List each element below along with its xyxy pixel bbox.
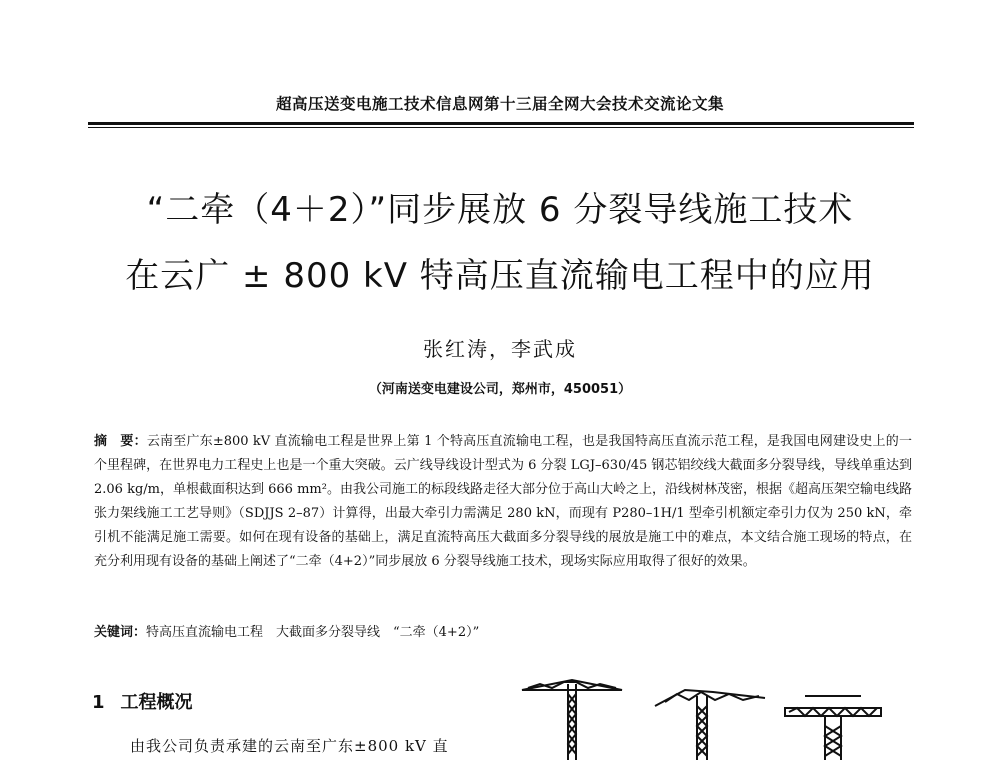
section-title: 工程概况 — [120, 692, 193, 713]
title-line-2: 在云广 ± 800 kV 特高压直流输电工程中的应用 — [125, 256, 875, 296]
header-rule-thick — [88, 122, 914, 125]
keywords-label: 关键词： — [94, 625, 147, 640]
affiliation: （河南送变电建设公司，郑州市，450051） — [368, 382, 632, 397]
authors: 张红涛，李武成 — [423, 337, 577, 361]
tower-icon — [655, 690, 765, 760]
title-line-1: “二牵（4＋2）”同步展放 6 分裂导线施工技术 — [146, 190, 854, 230]
abstract — [94, 430, 912, 574]
section-number: 1 — [92, 692, 105, 713]
journal-header: 超高压送变电施工技术信息网第十三届全网大会技术交流论文集 — [275, 95, 724, 113]
abstract-text: 云南至广东±800 kV 直流输电工程是世界上第 1 个特高压直流输电工程，也是我国特高压直流示范工程，是我国电网建设史上的一个里程碑，在世界电力工程史上也是一个重大突破。云广线导线设计型式为 6 分裂 LGJ–630/45 钢芯铝绞线大截面多分裂导线，导线单重达到 2.06 kg/m，单根截面积达到 666 mm²。由我公司施工的标段线路走径大部分位于高山大岭之上，沿线树林茂密，根据《超高压架空输电线路张力架线施工工艺导则》（SDJJS 2–87）计算得，出最大牵引力需满足 280 kN，而现有 P280–1H/1 型牵引机额定牵引力仅为 250 kN，牵引机不能满足施工需要。如何在现有设备的基础上，满足直流特高压大截面多分裂导线的展放是施工中的难点，本文结合施工现场的特点，在充分利用现有设备的基础上阐述了“二牵（4+2）”同步展放 6 分裂导线施工技术，现场实际应用取得了很好的效果。 — [94, 434, 912, 569]
keywords-text: 特高压直流输电工程 大截面多分裂导线 “二牵（4+2）” — [146, 625, 480, 640]
abstract-label: 摘 要： — [94, 434, 147, 449]
tower-icon — [785, 696, 881, 760]
section-heading — [92, 688, 193, 714]
tower-figure — [520, 672, 920, 760]
section-body-first-line: 由我公司负责承建的云南至广东±800 kV 直 — [130, 737, 449, 755]
tower-icon — [522, 680, 622, 760]
header-rule-thin — [88, 127, 914, 128]
keywords — [94, 622, 912, 644]
